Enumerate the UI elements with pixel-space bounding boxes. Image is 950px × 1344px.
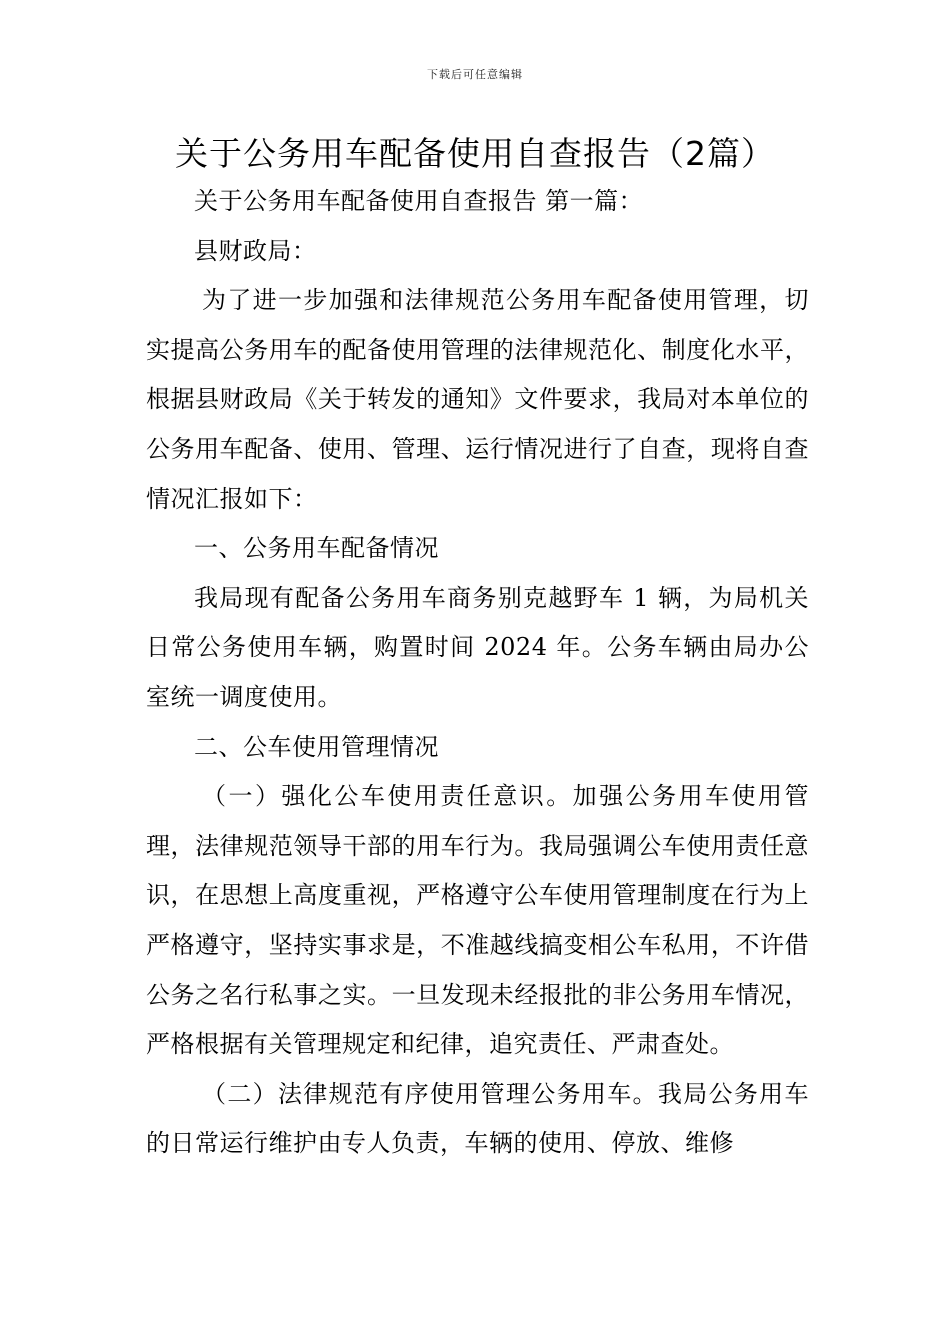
- intro-paragraph: 为了进一步加强和法律规范公务用车配备使用管理，切实提高公务用车的配备使用管理的法律规范化、制度化水平，根据县财政局《关于转发的通知》文件要求，我局对本单位的公务用车配备、使用、管理、运行情况进行了自查，现将自查情况汇报如下：: [146, 286, 809, 513]
- section-heading-1: 一、公务用车配备情况: [194, 534, 439, 563]
- section-2-item-2: （二）法律规范有序使用管理公务用车。我局公务用车的日常运行维护由专人负责，车辆的使用、停放、维修: [146, 1079, 809, 1158]
- header-note: 下载后可任意编辑: [427, 68, 523, 81]
- document-title: 关于公务用车配备使用自查报告（2篇）: [175, 134, 775, 173]
- section-heading-2: 二、公车使用管理情况: [194, 732, 439, 761]
- section-2-item-1: （一）强化公车使用责任意识。加强公务用车使用管理，法律规范领导干部的用车行为。我局强调公车使用责任意识，在思想上高度重视，严格遵守公车使用管理制度在行为上严格遵守，坚持实事求是，不准越线搞变相公车私用，不许借公务之名行私事之实。一旦发现未经报批的非公务用车情况，严格根据有关管理规定和纪律，追究责任、严肃查处。: [146, 782, 809, 1059]
- recipient-paragraph: 县财政局：: [194, 236, 317, 265]
- subtitle-paragraph: 关于公务用车配备使用自查报告 第一篇：: [194, 187, 644, 215]
- document-body: [146, 177, 809, 1169]
- section-1-paragraph: 我局现有配备公务用车商务别克越野车 1 辆，为局机关日常公务使用车辆，购置时间 2024 年。公务车辆由局办公室统一调度使用。: [146, 583, 809, 711]
